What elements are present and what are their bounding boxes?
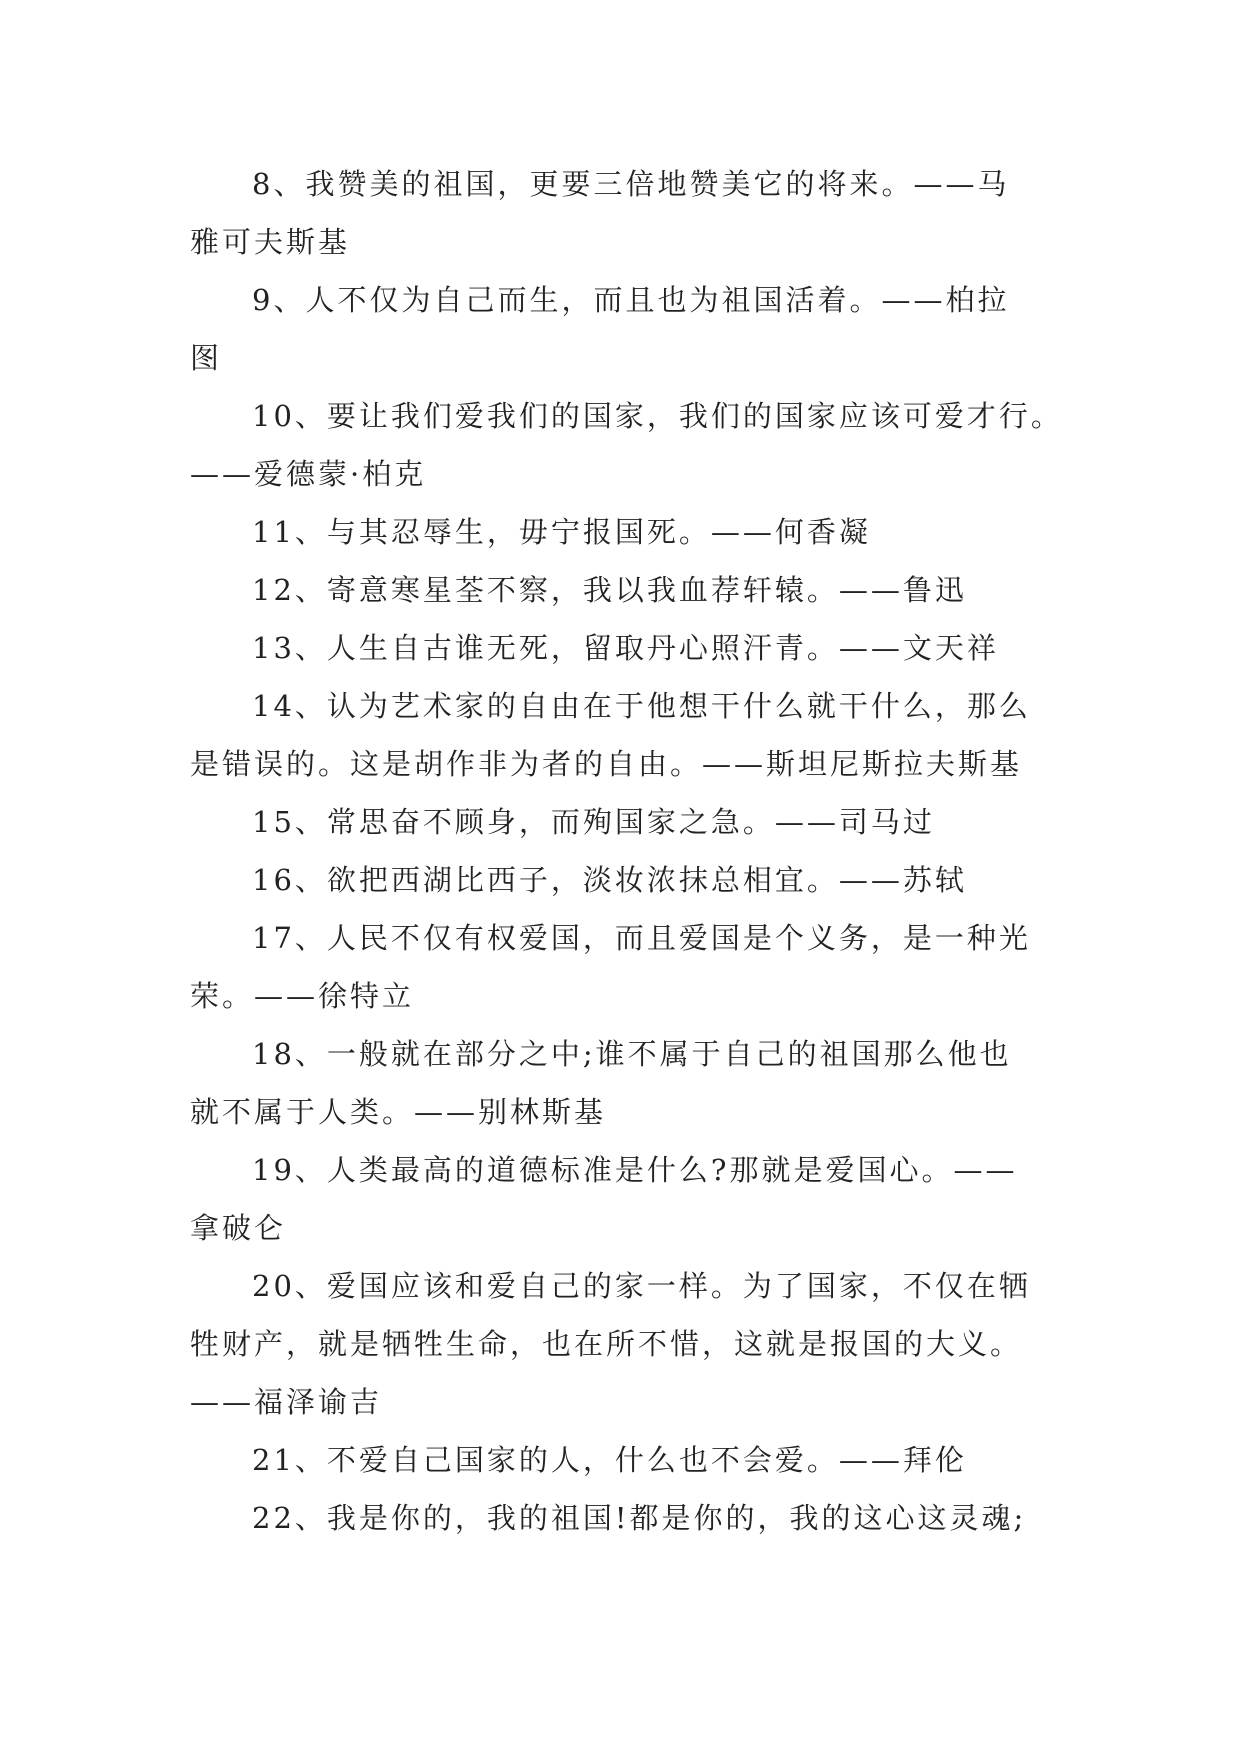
quote-line: ——爱德蒙·柏克: [190, 457, 427, 491]
quote-line: 19、人类最高的道德标准是什么?那就是爱国心。——: [252, 1153, 1018, 1187]
quote-line: 14、认为艺术家的自由在于他想干什么就干什么，那么: [252, 689, 1031, 723]
quote-line: 是错误的。这是胡作非为者的自由。——斯坦尼斯拉夫斯基: [190, 747, 1023, 781]
quote-line: 18、一般就在部分之中;谁不属于自己的祖国那么他也: [252, 1037, 1012, 1071]
quote-list: [190, 155, 1070, 1547]
quote-line: 10、要让我们爱我们的国家，我们的国家应该可爱才行。: [252, 399, 1063, 433]
quote-line: 荣。——徐特立: [190, 979, 415, 1013]
quote-line: 15、常思奋不顾身，而殉国家之急。——司马过: [252, 805, 935, 839]
quote-line: 就不属于人类。——别林斯基: [190, 1095, 607, 1129]
quote-line: 牲财产，就是牺牲生命，也在所不惜，这就是报国的大义。: [190, 1327, 1023, 1361]
quote-line: 12、寄意寒星荃不察，我以我血荐轩辕。——鲁迅: [252, 573, 967, 607]
quote-line: ——福泽谕吉: [190, 1385, 383, 1419]
quote-line: 图: [190, 341, 223, 375]
quote-line: 8、我赞美的祖国，更要三倍地赞美它的将来。——马: [252, 167, 1010, 201]
quote-line: 16、欲把西湖比西子，淡妆浓抹总相宜。——苏轼: [252, 863, 967, 897]
quote-line: 雅可夫斯基: [190, 225, 351, 259]
quote-line: 13、人生自古谁无死，留取丹心照汗青。——文天祥: [252, 631, 999, 665]
quote-line: 20、爱国应该和爱自己的家一样。为了国家，不仅在牺: [252, 1269, 1031, 1303]
quote-line: 22、我是你的，我的祖国!都是你的，我的这心这灵魂;: [252, 1501, 1027, 1535]
quote-line: 11、与其忍辱生，毋宁报国死。——何香凝: [252, 515, 871, 549]
quote-line: 17、人民不仅有权爱国，而且爱国是个义务，是一种光: [252, 921, 1031, 955]
quote-line: 拿破仑: [190, 1211, 287, 1245]
quote-line: 9、人不仅为自己而生，而且也为祖国活着。——柏拉: [252, 283, 1010, 317]
quote-line: 21、不爱自己国家的人，什么也不会爱。——拜伦: [252, 1443, 967, 1477]
